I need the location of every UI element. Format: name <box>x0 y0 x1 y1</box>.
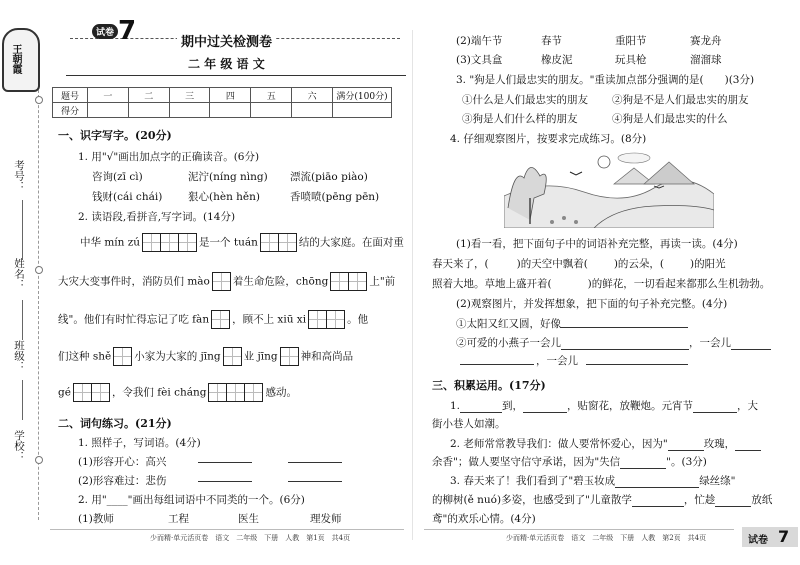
score-input-cell[interactable] <box>210 103 251 118</box>
question-4-1: (1)看一看，把下面句子中的词语补充完整，再读一读。(4分) <box>456 238 738 250</box>
answer-blank[interactable] <box>620 457 666 469</box>
page-title: 期中过关检测卷 <box>177 31 276 50</box>
class-label: 班级： <box>13 340 25 372</box>
score-header-cell: 六 <box>292 88 333 103</box>
section-1-title: 一、识字写字。(20分) <box>58 129 172 142</box>
question-2-4: 4. 仔细观察图片，按要求完成练习。(8分) <box>450 133 647 145</box>
fill-sentence: ①太阳又红又圆，好像 <box>456 318 561 330</box>
passage-line: 中华 mín zú 是一个 tuán 结的大家庭。在面对重 <box>80 233 404 252</box>
tian-grid[interactable] <box>308 310 345 329</box>
name-label: 姓名： <box>13 258 25 290</box>
answer-blank[interactable] <box>668 439 704 451</box>
passage-line: gé ，令我们 fèi cháng 感动。 <box>58 383 297 402</box>
word-option[interactable]: 医生 <box>238 513 259 525</box>
answer-blank[interactable] <box>715 495 751 507</box>
fill-sentence: ②可爱的小燕子一会儿 ，一会儿 <box>456 335 771 350</box>
answer-blank[interactable] <box>198 462 252 463</box>
school-label: 学校： <box>13 430 25 462</box>
question-1-2: 2. 读语段,看拼音,写字词。(14分) <box>78 211 236 223</box>
exam-badge: 试卷 <box>92 24 118 39</box>
score-input-cell[interactable] <box>292 103 333 118</box>
pinyin-option[interactable]: 香喷喷(pēng pēn) <box>290 191 380 203</box>
question-4-2: (2)观察图片，并发挥想象，把下面的句子补充完整。(4分) <box>456 298 728 310</box>
passage-line: 线"。他们有时忙得忘记了吃 fàn ，顾不上 xiū xi 。他 <box>58 310 368 329</box>
score-table <box>52 87 392 118</box>
word-option[interactable]: (1)教师 <box>78 513 114 525</box>
question-2-3: 3. "狗是人们最忠实的朋友。"重读加点部分强调的是( )(3分) <box>456 74 755 86</box>
answer-blank[interactable] <box>693 401 737 413</box>
pinyin-option[interactable]: 钱财(cái chái) <box>92 191 163 203</box>
spring-landscape-illustration <box>504 148 714 228</box>
answer-blank[interactable] <box>460 401 502 413</box>
question-1-1: 1. 用"√"画出加点字的正确读音。(6分) <box>78 151 260 163</box>
question-2-1: 1. 照样子，写词语。(4分) <box>78 437 201 449</box>
word-option[interactable]: 橡皮泥 <box>541 54 573 66</box>
choice-option[interactable]: ④狗是人们最忠实的什么 <box>612 113 728 125</box>
answer-blank[interactable] <box>586 364 688 365</box>
score-header-cell: 五 <box>251 88 292 103</box>
page-footer: 少而精·单元活页卷 语文 二年级 下册 人教 第2页 共4页 <box>506 534 707 542</box>
answer-blank[interactable] <box>561 338 689 350</box>
score-header-cell: 二 <box>128 88 169 103</box>
pinyin-option[interactable]: 狠心(hèn hěn) <box>188 191 261 203</box>
tian-grid[interactable] <box>142 233 197 252</box>
fill-sentence: 鸢"的欢乐心情。(4分) <box>432 513 536 525</box>
score-header-cell: 三 <box>169 88 210 103</box>
pinyin-option[interactable]: 咨询(zī cì) <box>92 171 143 183</box>
score-header-cell: 一 <box>88 88 129 103</box>
example-line: (2)形容难过：悲伤 <box>78 475 167 487</box>
passage-line: 大灾大变事件时，消防员们 mào 着生命危险，chōng 上"前 <box>58 272 395 291</box>
tian-grid[interactable] <box>73 383 110 402</box>
seal-logo: 王朝霞 <box>2 28 40 92</box>
tian-grid[interactable] <box>280 347 299 366</box>
score-header-cell: 题号 <box>53 88 88 103</box>
word-option[interactable]: 玩具枪 <box>615 54 647 66</box>
answer-blank[interactable] <box>560 327 688 328</box>
answer-blank[interactable] <box>615 476 659 488</box>
score-header-cell: 四 <box>210 88 251 103</box>
answer-blank[interactable] <box>735 439 761 451</box>
page-divider <box>412 30 413 540</box>
answer-blank[interactable] <box>632 495 684 507</box>
pinyin-option[interactable]: 漂流(piāo piào) <box>290 171 368 183</box>
fill-sentence: 春天来了，( )的天空中飘着( )的云朵，( )的阳光 <box>432 258 726 270</box>
score-input-cell[interactable] <box>251 103 292 118</box>
answer-blank[interactable] <box>731 338 771 350</box>
passage-line: 们这种 shě 小家为大家的 jīng 业 jīng 神和高尚品 <box>58 347 353 366</box>
question-2-2: 2. 用"____"画出每组词语中不同类的一个。(6分) <box>78 494 305 506</box>
score-label-cell: 得分 <box>53 103 88 118</box>
answer-blank[interactable] <box>288 462 342 463</box>
answer-blank[interactable] <box>523 401 567 413</box>
section-3-title: 三、积累运用。(17分) <box>432 379 546 392</box>
exam-number-label: 考号： <box>13 160 25 192</box>
section-2-title: 二、词句练习。(21分) <box>58 417 172 430</box>
score-input-cell[interactable] <box>169 103 210 118</box>
fill-sentence: 余香"；做人要坚守信守承诺，因为"失信 "。(3分) <box>432 456 707 468</box>
word-option[interactable]: 重阳节 <box>615 35 647 47</box>
answer-blank[interactable] <box>198 481 252 482</box>
word-option[interactable]: (3)文具盒 <box>456 54 503 66</box>
tian-grid[interactable] <box>330 272 367 291</box>
answer-blank[interactable] <box>288 481 342 482</box>
word-option[interactable]: (2)端午节 <box>456 35 503 47</box>
score-input-cell[interactable] <box>333 103 392 118</box>
fill-sentence: 3. 春天来了！我们看到了"碧玉妆成 绿丝绦" <box>450 475 736 487</box>
corner-badge: 试卷 7 <box>742 527 798 547</box>
choice-option[interactable]: ③狗是人们什么样的朋友 <box>462 113 578 125</box>
pinyin-option[interactable]: 泥泞(níng nìng) <box>188 171 268 183</box>
score-input-cell[interactable] <box>88 103 129 118</box>
score-input-cell[interactable] <box>128 103 169 118</box>
fill-sentence: 街小巷人如潮。 <box>432 418 506 430</box>
page-subtitle: 二 年 级 语 文 <box>188 57 265 71</box>
fill-sentence: ，一会儿 <box>536 355 578 367</box>
fill-sentence: 1. 到， ，贴窗花，放鞭炮。元宵节 ，大 <box>450 400 759 412</box>
fill-sentence: 照着大地。草地上盛开着( )的鲜花，一切看起来都那么生机勃勃。 <box>432 278 771 290</box>
answer-blank[interactable] <box>659 476 699 488</box>
tian-grid[interactable] <box>223 347 242 366</box>
fill-sentence: 2. 老师常常教导我们：做人要常怀爱心，因为" 玫瑰， <box>450 436 761 451</box>
word-option[interactable]: 工程 <box>168 513 189 525</box>
word-option[interactable]: 溜溜球 <box>690 54 722 66</box>
tian-grid[interactable] <box>208 383 263 402</box>
answer-blank[interactable] <box>460 364 534 365</box>
fill-sentence: 的柳树(ě nuó)多姿，也感受到了"儿童散学 ，忙趁 放纸 <box>432 494 773 506</box>
tian-grid[interactable] <box>212 272 231 291</box>
choice-option[interactable]: ②狗是不是人们最忠实的朋友 <box>612 94 749 106</box>
choice-option[interactable]: ①什么是人们最忠实的朋友 <box>462 94 588 106</box>
word-option[interactable]: 赛龙舟 <box>690 35 722 47</box>
tian-grid[interactable] <box>211 310 230 329</box>
score-header-cell: 满分(100分) <box>333 88 392 103</box>
word-option[interactable]: 春节 <box>541 35 562 47</box>
page-footer: 少而精·单元活页卷 语文 二年级 下册 人教 第1页 共4页 <box>150 534 351 542</box>
word-option[interactable]: 理发师 <box>310 513 342 525</box>
tian-grid[interactable] <box>113 347 132 366</box>
tian-grid[interactable] <box>260 233 297 252</box>
example-line: (1)形容开心：高兴 <box>78 456 167 468</box>
exam-number: 7 <box>118 16 137 46</box>
